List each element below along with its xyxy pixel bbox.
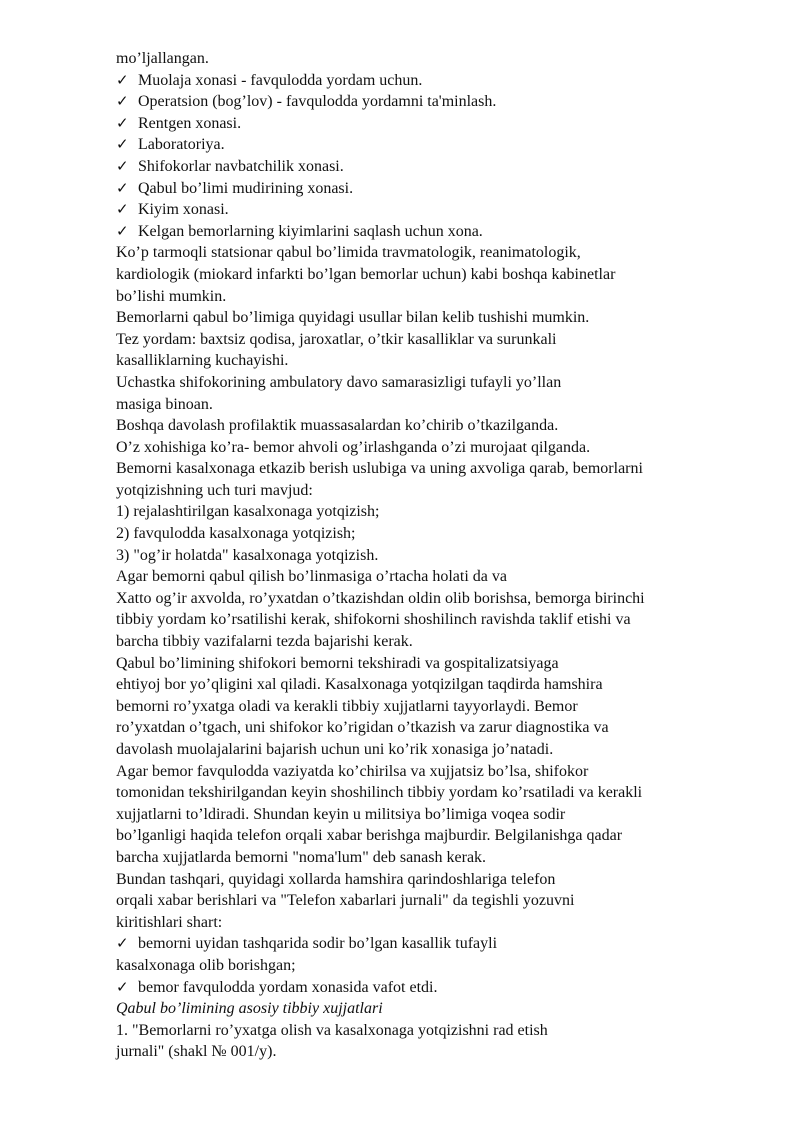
text-line <box>116 869 746 891</box>
text-line <box>116 1041 746 1063</box>
line-text: Shifokorlar navbatchilik xonasi. <box>138 157 344 175</box>
line-text: tibbiy yordam ko’rsatilishi kerak, shifokorni shoshilinch ravishda taklif etishi va <box>116 611 631 629</box>
line-text: Qabul bo’limining shifokori bemorni tekshiradi va gospitalizatsiyaga <box>116 654 559 672</box>
line-text: ro’yxatdan o’tgach, uni shifokor ko’rigidan o’tkazish va zarur diagnostika va <box>116 719 609 737</box>
text-line <box>116 847 746 869</box>
line-text: 1) rejalashtirilgan kasalxonaga yotqizish; <box>116 503 380 521</box>
line-text: barcha tibbiy vazifalarni tezda bajarishi kerak. <box>116 633 413 651</box>
text-line <box>116 804 746 826</box>
text-line <box>116 329 746 351</box>
checklist-item <box>116 221 746 243</box>
text-line <box>116 912 746 934</box>
text-line <box>116 1020 746 1042</box>
text-line <box>116 717 746 739</box>
line-text: Bemorlarni qabul bo’limiga quyidagi usullar bilan kelib tushishi mumkin. <box>116 309 590 327</box>
checklist-item <box>116 156 746 178</box>
text-line <box>116 545 746 567</box>
checkmark-icon: ✓ <box>116 135 129 154</box>
line-text: bemorni uyidan tashqarida sodir bo’lgan kasallik tufayli <box>138 935 498 953</box>
checklist-item <box>116 134 746 156</box>
checkmark-icon: ✓ <box>116 70 129 89</box>
checkmark-icon: ✓ <box>116 113 129 132</box>
checkmark-icon: ✓ <box>116 977 129 996</box>
line-text: davolash muolajalarini bajarish uchun uni ko’rik xonasiga jo’natadi. <box>116 741 554 758</box>
checklist-item <box>116 933 746 955</box>
checklist-item <box>116 91 746 113</box>
line-text: O’z xohishiga ko’ra- bemor ahvoli og’irlashganda o’zi murojaat qilganda. <box>116 438 591 456</box>
line-text: tomonidan tekshirilgandan keyin shoshilinch tibbiy yordam ko’rsatiladi va kerakli <box>116 784 643 802</box>
text-line <box>116 307 746 329</box>
text-line <box>116 761 746 783</box>
checkmark-icon: ✓ <box>116 934 129 953</box>
line-text: 1. "Bemorlarni ro’yxatga olish va kasalxonaga yotqizishni rad etish <box>116 1021 548 1039</box>
text-line <box>116 415 746 437</box>
text-line <box>116 394 746 416</box>
line-text: Laboratoriya. <box>138 136 225 154</box>
document-body <box>116 48 746 1063</box>
line-text: kasalliklarning kuchayishi. <box>116 352 289 370</box>
line-text: jurnali" (shakl № 001/y). <box>116 1043 277 1061</box>
line-text: Agar bemorni qabul qilish bo’linmasiga o’rtacha holati da va <box>116 568 507 586</box>
text-line <box>116 350 746 372</box>
text-line <box>116 782 746 804</box>
line-text: Bemorni kasalxonaga etkazib berish uslubiga va uning axvoliga qarab, bemorlarni <box>116 460 643 478</box>
line-text: bemor favqulodda yordam xonasida vafot etdi. <box>138 978 438 996</box>
line-text: Rentgen xonasi. <box>138 114 242 132</box>
text-line <box>116 458 746 480</box>
checklist-item <box>116 977 746 999</box>
text-line <box>116 372 746 394</box>
text-line <box>116 890 746 912</box>
line-text: mo’ljallangan. <box>116 50 209 67</box>
section-heading <box>116 998 746 1020</box>
text-line <box>116 739 746 761</box>
line-text: orqali xabar berishlari va "Telefon xabarlari jurnali" da tegishli yozuvni <box>116 892 575 910</box>
line-text: bo’lishi mumkin. <box>116 287 227 305</box>
text-line <box>116 480 746 502</box>
line-text: kardiologik (miokard infarkti bo’lgan bemorlar uchun) kabi boshqa kabinetlar <box>116 265 616 283</box>
line-text: Uchastka shifokorining ambulatory davo samarasizligi tufayli yo’llan <box>116 373 562 391</box>
text-line <box>116 286 746 308</box>
line-text: Kiyim xonasi. <box>138 201 229 219</box>
text-line <box>116 609 746 631</box>
text-line <box>116 631 746 653</box>
text-line <box>116 696 746 718</box>
line-text: ehtiyoj bor yo’qligini xal qiladi. Kasalxonaga yotqizilgan taqdirda hamshira <box>116 676 603 694</box>
line-text: masiga binoan. <box>116 395 213 413</box>
text-line <box>116 653 746 675</box>
text-line <box>116 48 746 70</box>
line-text: Ko’p tarmoqli statsionar qabul bo’limida travmatologik, reanimatologik, <box>116 244 581 262</box>
checklist-item <box>116 113 746 135</box>
text-line <box>116 242 746 264</box>
line-text: Operatsion (bog’lov) - favqulodda yordamni ta'minlash. <box>138 93 497 111</box>
line-text: Xatto og’ir axvolda, ro’yxatdan o’tkazishdan oldin olib borishsa, bemorga birinchi <box>116 589 645 607</box>
line-text: 2) favqulodda kasalxonaga yotqizish; <box>116 525 356 543</box>
line-text: Qabul bo’limining asosiy tibbiy xujjatlari <box>116 1000 383 1018</box>
line-text: Boshqa davolash profilaktik muassasalardan ko’chirib o’tkazilganda. <box>116 417 559 435</box>
text-line <box>116 264 746 286</box>
line-text: yotqizishning uch turi mavjud: <box>116 481 313 499</box>
checklist-item <box>116 199 746 221</box>
line-text: bemorni ro’yxatga oladi va kerakli tibbiy xujjatlarni tayyorlaydi. Bemor <box>116 697 578 715</box>
checkmark-icon: ✓ <box>116 221 129 240</box>
text-line <box>116 825 746 847</box>
text-line <box>116 674 746 696</box>
line-text: kiritishlari shart: <box>116 913 223 931</box>
text-line <box>116 437 746 459</box>
text-line <box>116 955 746 977</box>
line-text: Tez yordam: baxtsiz qodisa, jaroxatlar, o’tkir kasalliklar va surunkali <box>116 330 557 348</box>
line-text: Muolaja xonasi - favqulodda yordam uchun. <box>138 71 423 89</box>
checkmark-icon: ✓ <box>116 92 129 111</box>
text-line <box>116 588 746 610</box>
checkmark-icon: ✓ <box>116 200 129 219</box>
checklist-item <box>116 178 746 200</box>
line-text: bo’lganligi haqida telefon orqali xabar berishga majburdir. Belgilanishga qadar <box>116 827 623 845</box>
line-text: kasalxonaga olib borishgan; <box>116 956 296 974</box>
checkmark-icon: ✓ <box>116 178 129 197</box>
line-text: Qabul bo’limi mudirining xonasi. <box>138 179 354 197</box>
checkmark-icon: ✓ <box>116 156 129 175</box>
text-line <box>116 566 746 588</box>
checklist-item <box>116 70 746 92</box>
line-text: Bundan tashqari, quyidagi xollarda hamshira qarindoshlariga telefon <box>116 870 556 888</box>
line-text: barcha xujjatlarda bemorni "noma'lum" deb sanash kerak. <box>116 848 487 866</box>
line-text: Agar bemor favqulodda vaziyatda ko’chirilsa va xujjatsiz bo’lsa, shifokor <box>116 762 589 780</box>
line-text: 3) "og’ir holatda" kasalxonaga yotqizish. <box>116 546 379 564</box>
text-line <box>116 523 746 545</box>
line-text: xujjatlarni to’ldiradi. Shundan keyin u militsiya bo’limiga voqea sodir <box>116 805 566 823</box>
text-line <box>116 501 746 523</box>
line-text: Kelgan bemorlarning kiyimlarini saqlash uchun xona. <box>138 222 483 240</box>
